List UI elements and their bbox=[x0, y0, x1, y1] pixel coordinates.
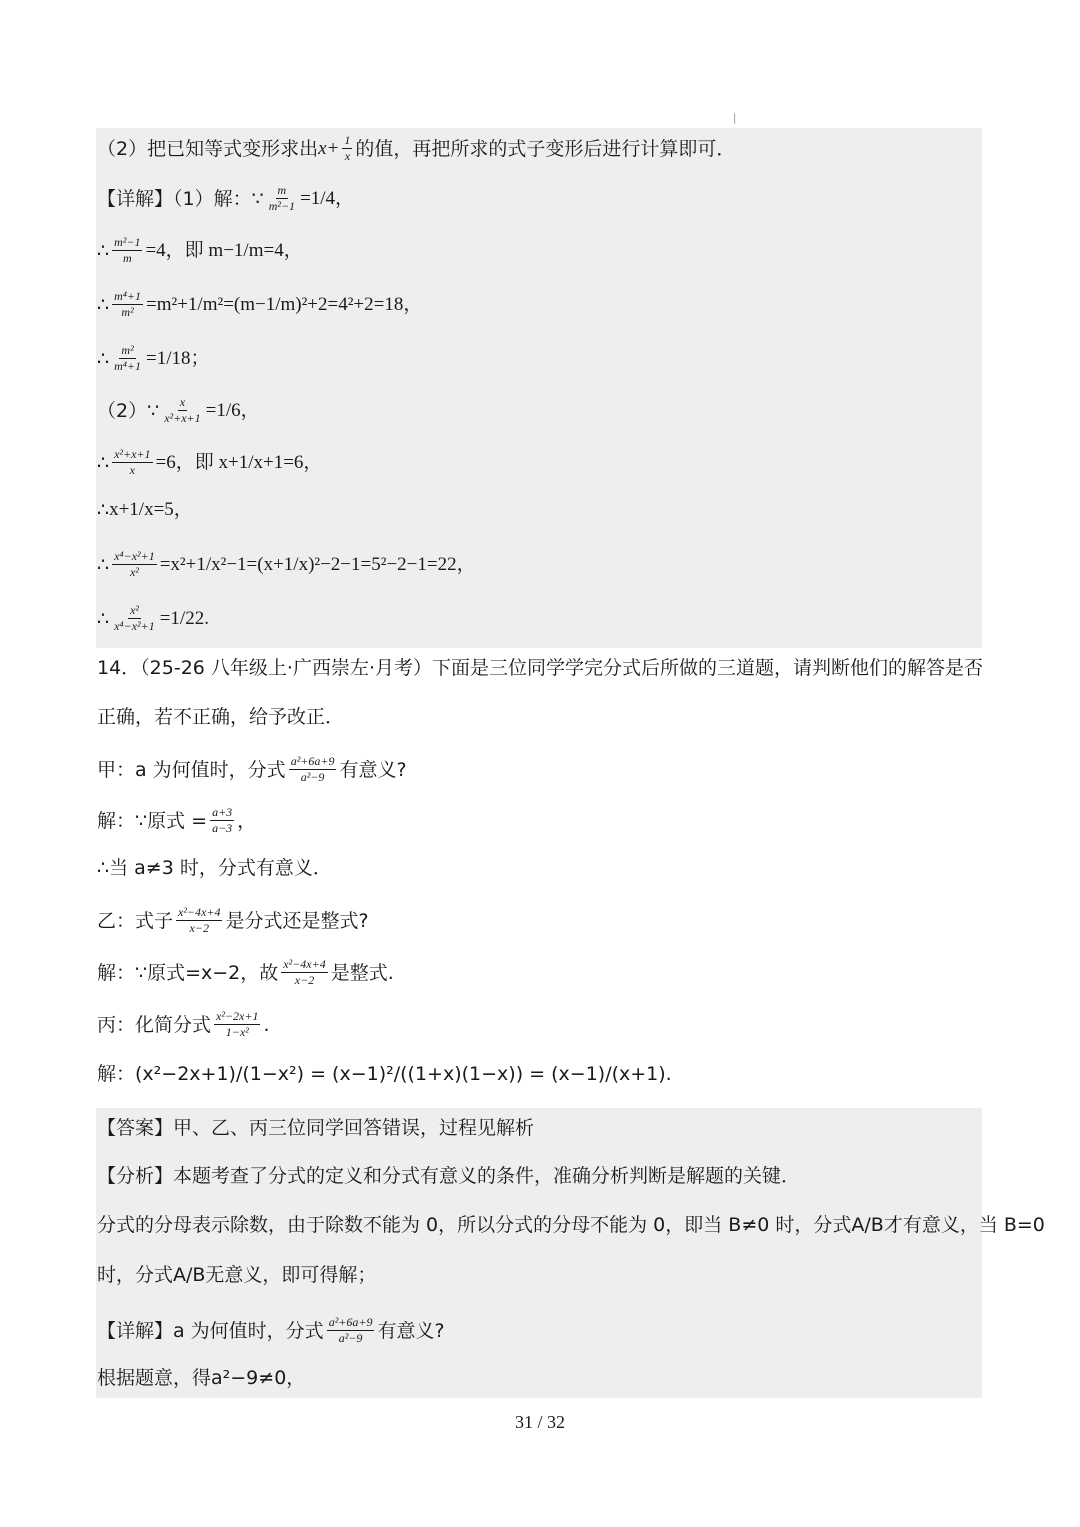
detail-label: 【详解】（1）解：∵ $\frac{m}{\text{m²−1}}$ =1/4， bbox=[97, 183, 355, 213]
bing-question: 丙：化简分式 $\frac{\text{x²−2x+1}}{\text{1−x²}}$ . bbox=[97, 1009, 270, 1039]
solution-line: ∴ x+1/x=5， bbox=[97, 499, 193, 521]
answer-line: 【答案】甲、乙、丙三位同学回答错误，过程见解析 bbox=[97, 1117, 535, 1139]
analysis-line: 【分析】本题考查了分式的定义和分式有意义的条件，准确分析判断是解题的关键． bbox=[97, 1165, 801, 1187]
solution-line: ∴ $\frac{\text{m²−1}}{m}$ =4，即 m−1/m=4， bbox=[97, 235, 303, 265]
solution-line: ∴ $\frac{\text{x²}}{\text{x⁴−x²+1}}$ =1/22. bbox=[97, 603, 209, 633]
analysis-line-3: 时，分式A/B无意义，即可得解； bbox=[97, 1264, 377, 1286]
solution-line: ∴ $\frac{\text{m²}}{\text{m⁴+1}}$ =1/18； bbox=[97, 343, 210, 373]
page-number: 31 / 32 bbox=[514, 1412, 565, 1432]
solution-line: ∴ $\frac{\text{x⁴−x²+1}}{\text{x²}}$ =x²+1/x²−1=(x+1/x)²−2−1=5²−2−1=22， bbox=[97, 549, 476, 579]
page-marker: | bbox=[733, 113, 737, 124]
detail-question: 【详解】a 为何值时，分式 $\frac{\text{a²+6a+9}}{\text{a²−9}}$ 有意义? bbox=[97, 1315, 445, 1345]
jia-solution: 解：∵原式 = $\frac{a+3}{a-3}$ ， bbox=[97, 805, 257, 835]
solution-line: ∴ $\frac{\text{x²+x+1}}{x}$ =6，即 x+1/x+1=6， bbox=[97, 447, 323, 477]
jia-question: 甲：a 为何值时，分式 $\frac{\text{a²+6a+9}}{\text{a²−9}}$ 有意义? bbox=[97, 754, 407, 784]
solution-line: ∴ $\frac{\text{m⁴+1}}{\text{m²}}$ =m²+1/m²=(m−1/m)²+2=4²+2=18， bbox=[97, 289, 423, 319]
part2-method: （2）把已知等式变形求出 x+ $\frac{1}{x}$ 的值，再把所求的式子变形后进行计算即可． bbox=[97, 133, 736, 163]
jia-conclusion: ∴当 a≠3 时，分式有意义． bbox=[97, 857, 332, 879]
yi-solution: 解：∵原式=x−2，故 $\frac{\text{x²−4x+4}}{x-2}$ 是整式. bbox=[97, 957, 394, 987]
analysis-line-2: 分式的分母表示除数，由于除数不能为 0，所以分式的分母不能为 0，即当 B≠0 时，分式A/B才有意义，当 B=0 bbox=[97, 1214, 1045, 1236]
problem-14-line2: 正确，若不正确，给予改正． bbox=[97, 706, 345, 728]
solution-line: （2）∵ $\frac{x}{\text{x²+x+1}}$ =1/6， bbox=[97, 395, 260, 425]
yi-question: 乙：式子 $\frac{\text{x²−4x+4}}{x-2}$ 是分式还是整式? bbox=[97, 905, 369, 935]
last-line: 根据题意，得a²−9≠0， bbox=[97, 1367, 306, 1389]
answer-shaded-block bbox=[96, 1108, 982, 1398]
bing-solution: 解：(x²−2x+1)/(1−x²) = (x−1)²/((1+x)(1−x)) = (x−1)/(x+1). bbox=[97, 1063, 672, 1085]
problem-14-line1: 14．（25-26 八年级上·广西崇左·月考）下面是三位同学学完分式后所做的三道题，请判断他们的解答是否 bbox=[97, 657, 984, 679]
